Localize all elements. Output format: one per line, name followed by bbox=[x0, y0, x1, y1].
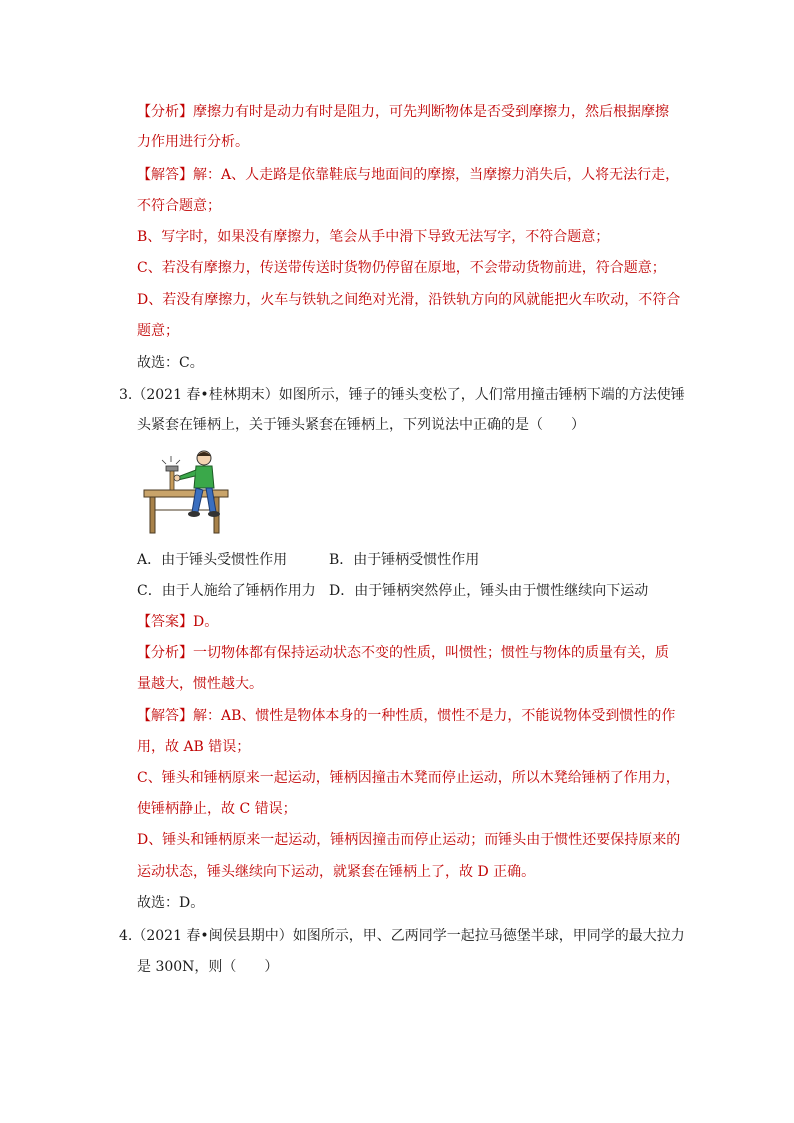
q3-analysis-line2: 量越大，惯性越大。 bbox=[137, 676, 263, 692]
analysis-tag: 【分析】 bbox=[137, 104, 193, 120]
q3-stem-line1: 3.（2021 春•桂林期末）如图所示，锤子的锤头变松了，人们常用撞击锤柄下端的方法使锤 bbox=[119, 387, 685, 403]
q3-option-c-explain-2: 使锤柄静止，故 C 错误； bbox=[137, 801, 297, 817]
q2-analysis-line1: 【分析】摩擦力有时是动力有时是阻力，可先判断物体是否受到摩擦力，然后根据摩擦 bbox=[137, 104, 669, 120]
q2-option-d-explain-1: D、若没有摩擦力，火车与铁轨之间绝对光滑，沿铁轨方向的风就能把火车吹动，不符合 bbox=[137, 292, 681, 308]
q3-option-a: A．由于锤头受惯性作用 bbox=[137, 552, 288, 568]
q2-option-b-explain: B、写字时，如果没有摩擦力，笔会从手中滑下导致无法写字，不符合题意； bbox=[137, 229, 610, 245]
q3-option-b: B．由于锤柄受惯性作用 bbox=[329, 552, 480, 568]
q3-option-c: C．由于人施给了锤柄作用力 bbox=[137, 583, 316, 599]
q3-answer: 【答案】D。 bbox=[137, 614, 219, 630]
analysis-tag: 【分析】 bbox=[137, 645, 193, 661]
q3-choice: 故选：D。 bbox=[137, 895, 205, 911]
q3-analysis-line1: 【分析】一切物体都有保持运动状态不变的性质，叫惯性；惯性与物体的质量有关，质 bbox=[137, 645, 669, 661]
q3-option-d-explain-1: D、锤头和锤柄原来一起运动，锤柄因撞击而停止运动；而锤头由于惯性还要保持原来的 bbox=[137, 832, 681, 848]
q2-solution-line1: 【解答】解：A、人走路是依靠鞋底与地面间的摩擦，当摩擦力消失后，人将无法行走， bbox=[137, 167, 680, 183]
q4-stem-line2: 是 300N，则（ ） bbox=[137, 959, 279, 975]
q3-solution-line2: 用，故 AB 错误； bbox=[137, 739, 251, 755]
q4-stem-line1: 4.（2021 春•闽侯县期中）如图所示，甲、乙两同学一起拉马德堡半球，甲同学的最大拉力 bbox=[119, 928, 685, 944]
q3-option-d: D．由于锤柄突然停止，锤头由于惯性继续向下运动 bbox=[329, 583, 649, 599]
q3-option-d-explain-2: 运动状态，锤头继续向下运动，就紧套在锤柄上了，故 D 正确。 bbox=[137, 864, 536, 880]
solution-tag: 【解答】 bbox=[137, 167, 193, 183]
answer-tag: 【答案】 bbox=[137, 614, 193, 630]
solution-tag: 【解答】 bbox=[137, 708, 193, 724]
q2-solution-line2: 不符合题意； bbox=[137, 198, 221, 214]
q2-choice: 故选：C。 bbox=[137, 355, 204, 371]
q3-solution-line1: 【解答】解：AB、惯性是物体本身的一种性质，惯性不是力，不能说物体受到惯性的作 bbox=[137, 708, 676, 724]
q2-option-d-explain-2: 题意； bbox=[137, 323, 179, 339]
q3-stem-line2: 头紧套在锤柄上，关于锤头紧套在锤柄上，下列说法中正确的是（ ） bbox=[137, 417, 585, 433]
q3-option-c-explain-1: C、锤头和锤柄原来一起运动，锤柄因撞击木凳而停止运动，所以木凳给锤柄了作用力， bbox=[137, 770, 680, 786]
q2-option-c-explain: C、若没有摩擦力，传送带传送时货物仍停留在原地，不会带动货物前进，符合题意； bbox=[137, 260, 666, 276]
hammer-bench-illustration bbox=[140, 446, 232, 538]
q2-analysis-line2: 力作用进行分析。 bbox=[137, 134, 249, 150]
